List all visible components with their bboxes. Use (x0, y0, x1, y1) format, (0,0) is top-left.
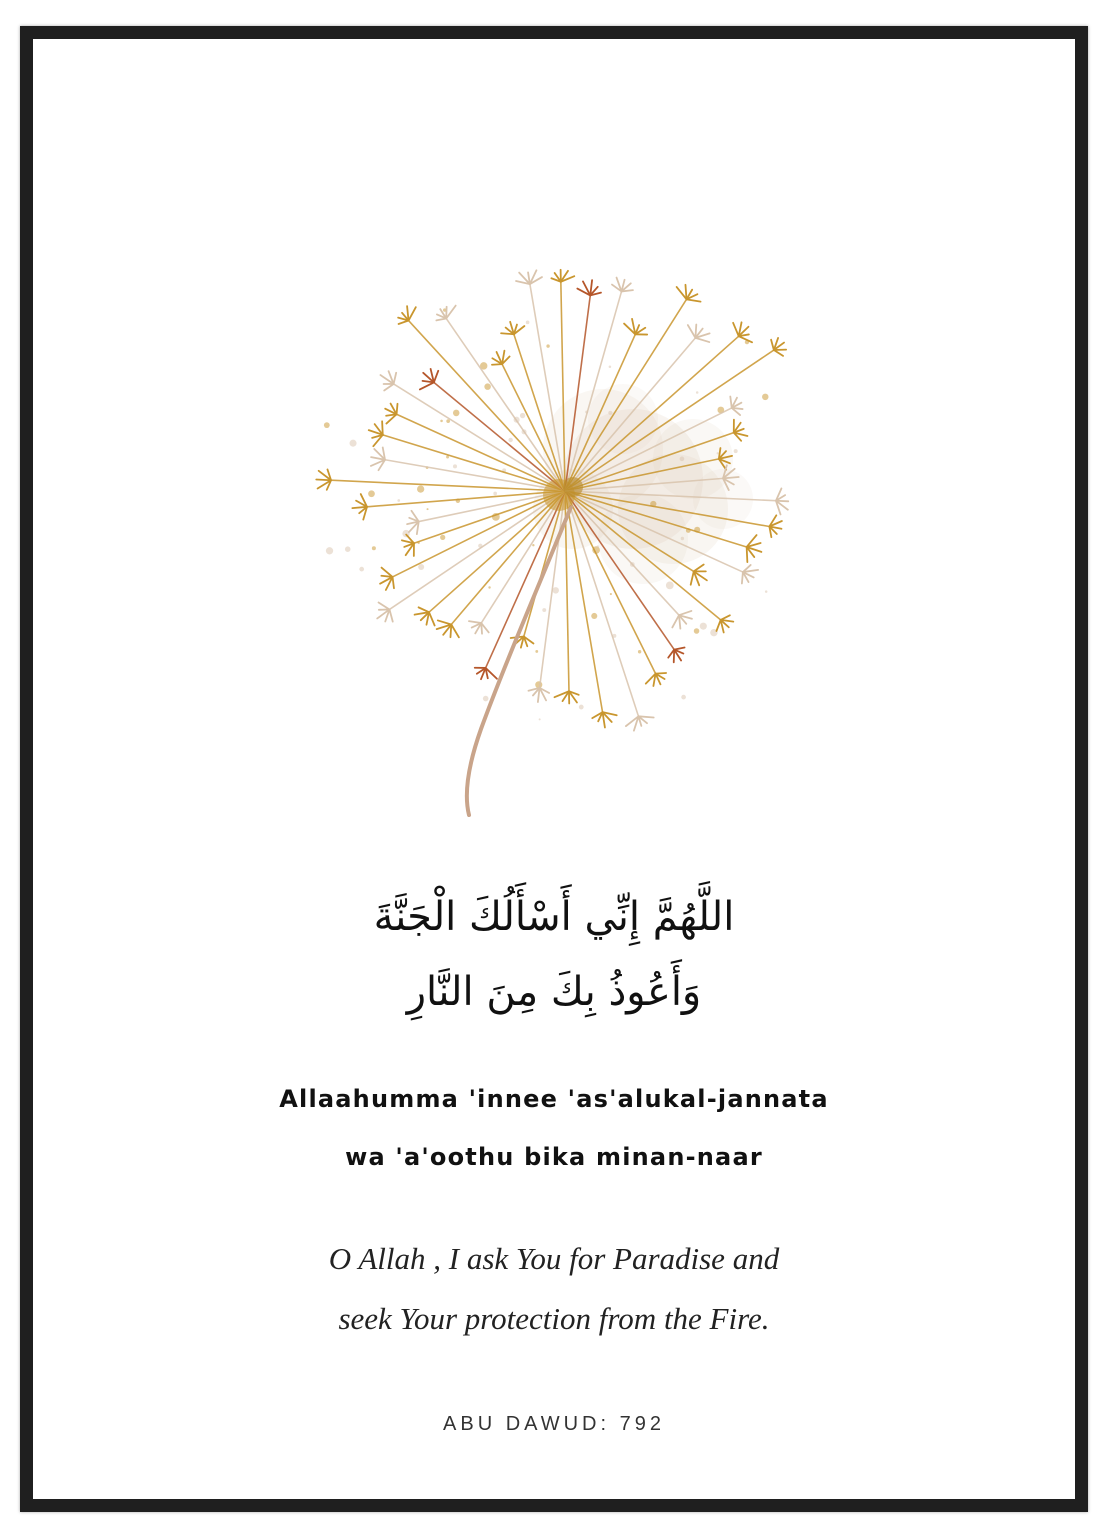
arabic-line-1: اللَّهُمَّ إِنِّي أَسْأَلُكَ الْجَنَّةَ (373, 894, 735, 940)
arabic-line-2: وَأَعُوذُ بِكَ مِنَ النَّارِ (406, 969, 702, 1015)
transliteration-line-2: wa 'a'oothu bika minan-naar (345, 1143, 763, 1171)
dandelion-illustration-icon (33, 39, 1075, 1499)
poster-frame (20, 26, 1088, 1512)
translation-line-2: seek Your protection from the Fire. (338, 1301, 770, 1336)
transliteration-line-1: Allaahumma 'innee 'as'alukal-jannata (279, 1085, 829, 1113)
poster-artwork (33, 39, 1075, 1499)
hadith-reference: ABU DAWUD: 792 (443, 1413, 665, 1435)
translation-line-1: O Allah , I ask You for Paradise and (328, 1241, 780, 1276)
